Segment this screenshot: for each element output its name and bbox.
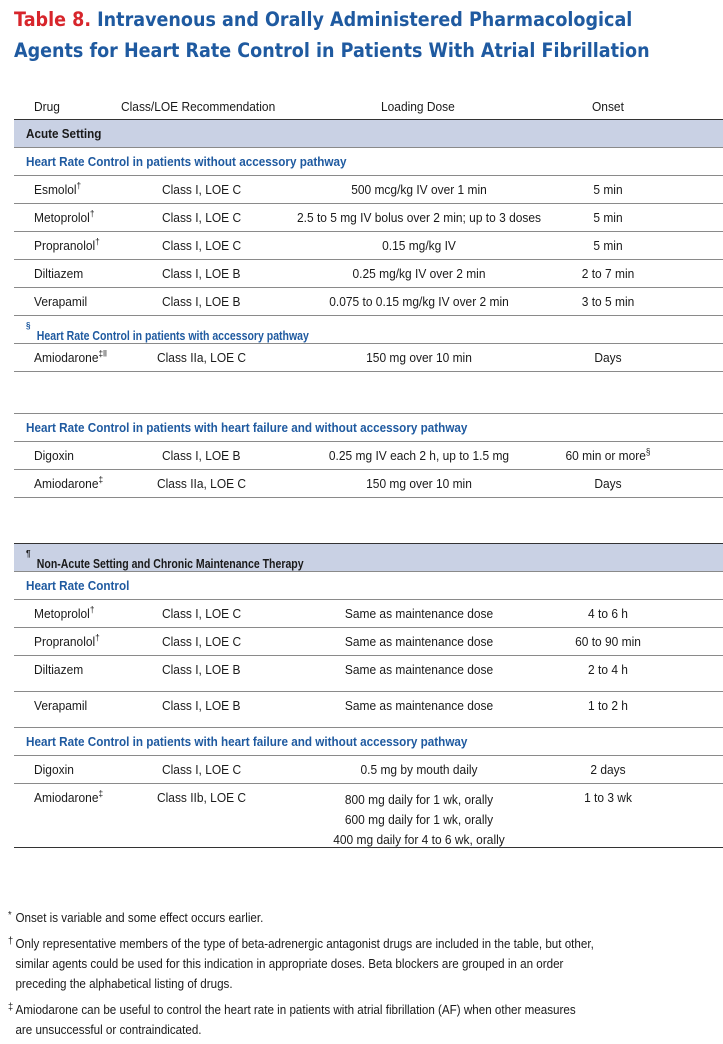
loading-dose: 0.15 mg/kg IV [382,238,456,253]
class-loe: Class I, LOE B [162,698,241,713]
drug-name: Propranolol† [34,236,100,253]
footnote-mark: † [89,208,95,219]
class-loe: Class I, LOE B [162,266,241,281]
class-loe: Class I, LOE C [162,210,242,225]
section-acute: Acute Setting [14,120,723,148]
subsection-heart-failure-chronic: Heart Rate Control in patients with heart failure and without accessory pathway [14,728,723,756]
loading-dose [333,790,505,850]
table-row [14,470,723,498]
footnote-line: Amiodarone can be useful to control the heart rate in patients with atrial fibrillation (AF) when other measures [15,1003,576,1017]
class-loe: Class I, LOE C [162,634,242,649]
onset: Days [594,350,622,365]
table-row [14,442,723,470]
table-header [14,90,723,120]
drug-name: Digoxin [34,448,74,463]
drug-name: Verapamil [34,294,88,309]
loading-dose: 2.5 to 5 mg IV bolus over 2 min; up to 3 doses [296,210,542,225]
loading-dose: 500 mcg/kg IV over 1 min [351,182,487,197]
table-row [14,600,723,628]
drug-name: Diltiazem [34,266,84,281]
class-loe: Class I, LOE B [162,294,241,309]
drug-name: Metoprolol† [34,604,95,621]
loading-dose: Same as maintenance dose [344,662,494,677]
section-chronic: Non-Acute Setting and Chronic Maintenance Therapy ¶ [14,544,723,572]
footnote-mark: † [76,180,82,191]
table-row [14,656,723,692]
title-line-2: Agents for Heart Rate Control in Patients With Atrial Fibrillation [14,39,650,62]
loading-dose: 0.5 mg by mouth daily [360,762,478,777]
onset: 5 min [593,238,623,253]
class-loe: Class I, LOE C [162,182,242,197]
table-row [14,232,723,260]
footnote-line: similar agents could be used for this indication in appropriate doses. Beta blockers are grouped in an order [15,957,564,971]
drug-name: Amiodarone$^{\ddagger ll}$ [34,348,107,365]
footnote-mark: † [89,604,95,615]
footnote-mark: § [645,446,651,457]
dose-line: 800 mg daily for 1 wk, orally [344,792,494,807]
drug-name: Digoxin [34,762,74,777]
footnote-line: Onset is variable and some effect occurs earlier. [15,911,264,925]
class-loe: Class IIa, LOE C [157,350,247,365]
table-row [14,344,723,372]
loading-dose: 0.075 to 0.15 mg/kg IV over 2 min [329,294,509,309]
loading-dose: Same as maintenance dose [344,698,494,713]
onset: 1 to 2 h [588,698,628,713]
loading-dose: Same as maintenance dose [344,634,494,649]
footnote [8,908,659,928]
loading-dose: 150 mg over 10 min [366,350,472,365]
table-row [14,288,723,316]
footnote [8,934,659,994]
col-onset: Onset [592,99,624,114]
subsection-with-accessory: Heart Rate Control in patients with accessory pathway § [14,316,723,344]
subsection-without-accessory: Heart Rate Control in patients without accessory pathway [14,148,723,176]
drug-name: Amiodarone‡ [34,788,104,805]
footnote-mark: ‡ [98,474,104,485]
footnote-line: are unsuccessful or contraindicated. [15,1023,202,1037]
table-row [14,692,723,728]
class-loe: Class I, LOE C [162,238,242,253]
footnote-symbol: ‡ [8,1002,14,1013]
drug-table [14,90,723,848]
table-row [14,784,723,848]
class-loe: Class I, LOE C [162,762,242,777]
table-row [14,756,723,784]
footnote-mark: ‡ll [98,348,107,359]
class-loe: Class IIb, LOE C [157,790,247,805]
table-row [14,628,723,656]
drug-name: Propranolol† [34,632,100,649]
onset: 2 days [590,762,626,777]
onset: Days [594,476,622,491]
loading-dose: 150 mg over 10 min [366,476,472,491]
footnote-mark: ‡ [98,788,104,799]
dose-line: 400 mg daily for 4 to 6 wk, orally [333,832,505,847]
onset: 3 to 5 min [581,294,635,309]
drug-name: Metoprolol† [34,208,95,225]
onset: 1 to 3 wk [584,790,632,805]
col-drug: Drug [34,99,60,114]
footnote-line: preceding the alphabetical listing of drugs. [15,977,233,991]
footnotes [8,908,708,1044]
loading-dose: Same as maintenance dose [344,606,494,621]
footnote-symbol: * [8,910,12,921]
spacer [14,372,723,414]
loading-dose: 0.25 mg/kg IV over 2 min [352,266,486,281]
dose-line: 600 mg daily for 1 wk, orally [344,812,494,827]
class-loe: Class IIa, LOE C [157,476,247,491]
footnote-line: Only representative members of the type of beta-adrenergic antagonist drugs are included in the table, but other, [15,937,594,951]
subsection-heart-failure-acute: Heart Rate Control in patients with heart failure and without accessory pathway [14,414,723,442]
drug-name: Amiodarone‡ [34,474,104,491]
onset: 2 to 7 min [581,266,635,281]
table-row [14,176,723,204]
footnote-mark: † [95,236,100,247]
onset: 4 to 6 h [588,606,628,621]
subsection-heart-rate-control: Heart Rate Control [14,572,723,600]
onset: 2 to 4 h [588,662,628,677]
onset: 5 min [593,210,623,225]
col-dose: Loading Dose [381,99,455,114]
footnote [8,1000,659,1040]
drug-name: Esmolol† [34,180,82,197]
drug-name: Verapamil [34,698,88,713]
table-title [14,4,650,66]
onset: 60 to 90 min [575,634,641,649]
spacer [14,498,723,544]
col-class: Class/LOE Recommendation [121,99,276,114]
class-loe: Class I, LOE B [162,448,241,463]
footnote-symbol: † [8,936,14,947]
table-row [14,204,723,232]
title-line-1: Intravenous and Orally Administered Pharmacological [97,8,633,31]
footnote-mark: † [95,632,100,643]
class-loe: Class I, LOE B [162,662,241,677]
loading-dose: 0.25 mg IV each 2 h, up to 1.5 mg [328,448,510,463]
drug-name: Diltiazem [34,662,84,677]
class-loe: Class I, LOE C [162,606,242,621]
onset: 5 min [593,182,623,197]
onset: 60 min or more§ [565,446,651,463]
table-number: Table 8. [14,8,92,31]
table-row [14,260,723,288]
